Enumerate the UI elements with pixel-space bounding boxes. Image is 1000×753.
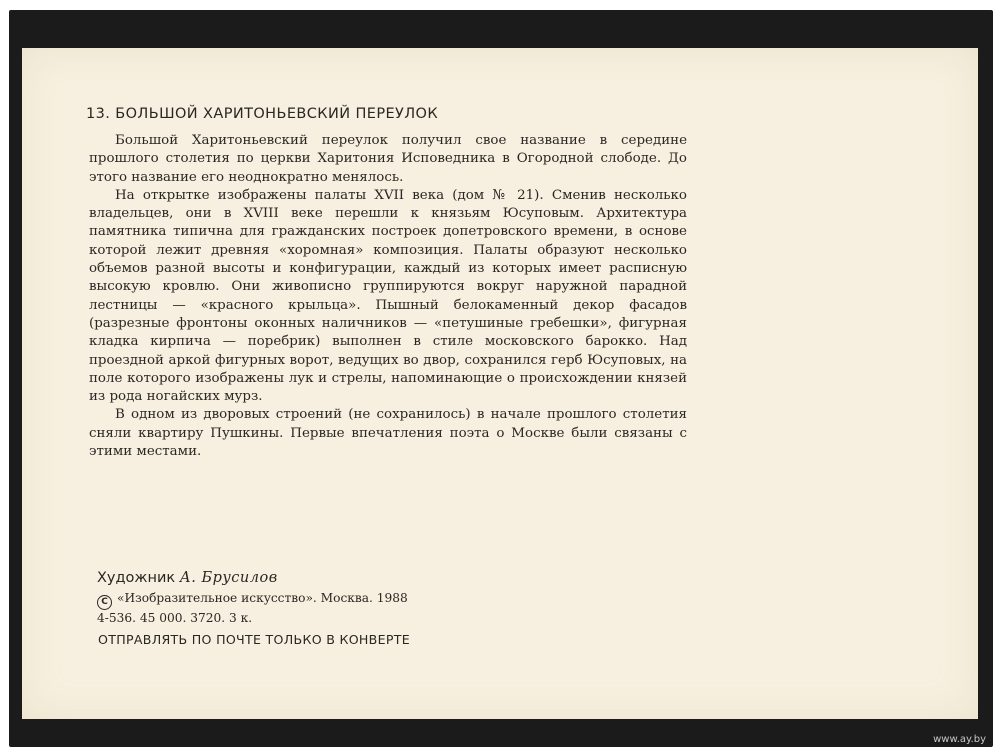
artist-label: Художник	[97, 570, 176, 586]
publisher-imprint	[97, 590, 408, 627]
site-watermark: www.ay.by	[933, 734, 986, 745]
mail-instruction: ОТПРАВЛЯТЬ ПО ПОЧТЕ ТОЛЬКО В КОНВЕРТЕ	[98, 632, 411, 647]
publisher-line: «Изобразительное искусство». Москва. 1988	[117, 591, 408, 605]
print-code: 4-536. 45 000. 3720. 3 к.	[97, 611, 253, 625]
publisher-line-row	[97, 590, 408, 610]
copyright-icon: C	[97, 595, 112, 610]
paragraph-architecture: На открытке изображены палаты XVII века (дом № 21). Сменив несколько владельцев, они в XVIII веке перешли к князьям Юсуповым. Архитектура памятника типична для гражданских построек допетровского времени, в основе которой лежит древняя «хоромная» композиция. Палаты образуют несколько объемов разной высоты и конфигурации, каждый из которых имеет расписную высокую кровлю. Они живописно группируются вокруг наружной парадной лестницы — «красного крыльца». Пышный белокаменный декор фасадов (разрезные фронтоны оконных наличников — «петушиные гребешки», фигурная кладка кирпича — поребрик) выполнен в стиле московского барокко. Над проездной аркой фигурных ворот, ведущих во двор, сохранился герб Юсуповых, на поле которого изображены лук и стрелы, напоминающие о происхождении князей из рода ногайских мурз.	[89, 187, 687, 405]
artist-name: А. Брусилов	[179, 570, 278, 586]
description-text	[89, 132, 687, 461]
paragraph-name-origin: Большой Харитоньевский переулок получил свое название в середине прошлого столетия по церкви Харитония Исповедника в Огородной слободе. До этого название его неоднократно менялось.	[89, 133, 687, 185]
paragraph-pushkin: В одном из дворовых строений (не сохранилось) в начале прошлого столетия сняли квартиру Пушкины. Первые впечатления поэта о Москве были связаны с этими местами.	[89, 407, 687, 460]
artist-credit	[97, 570, 278, 586]
postcard-title: 13. БОЛЬШОЙ ХАРИТОНЬЕВСКИЙ ПЕРЕУЛОК	[86, 106, 439, 122]
